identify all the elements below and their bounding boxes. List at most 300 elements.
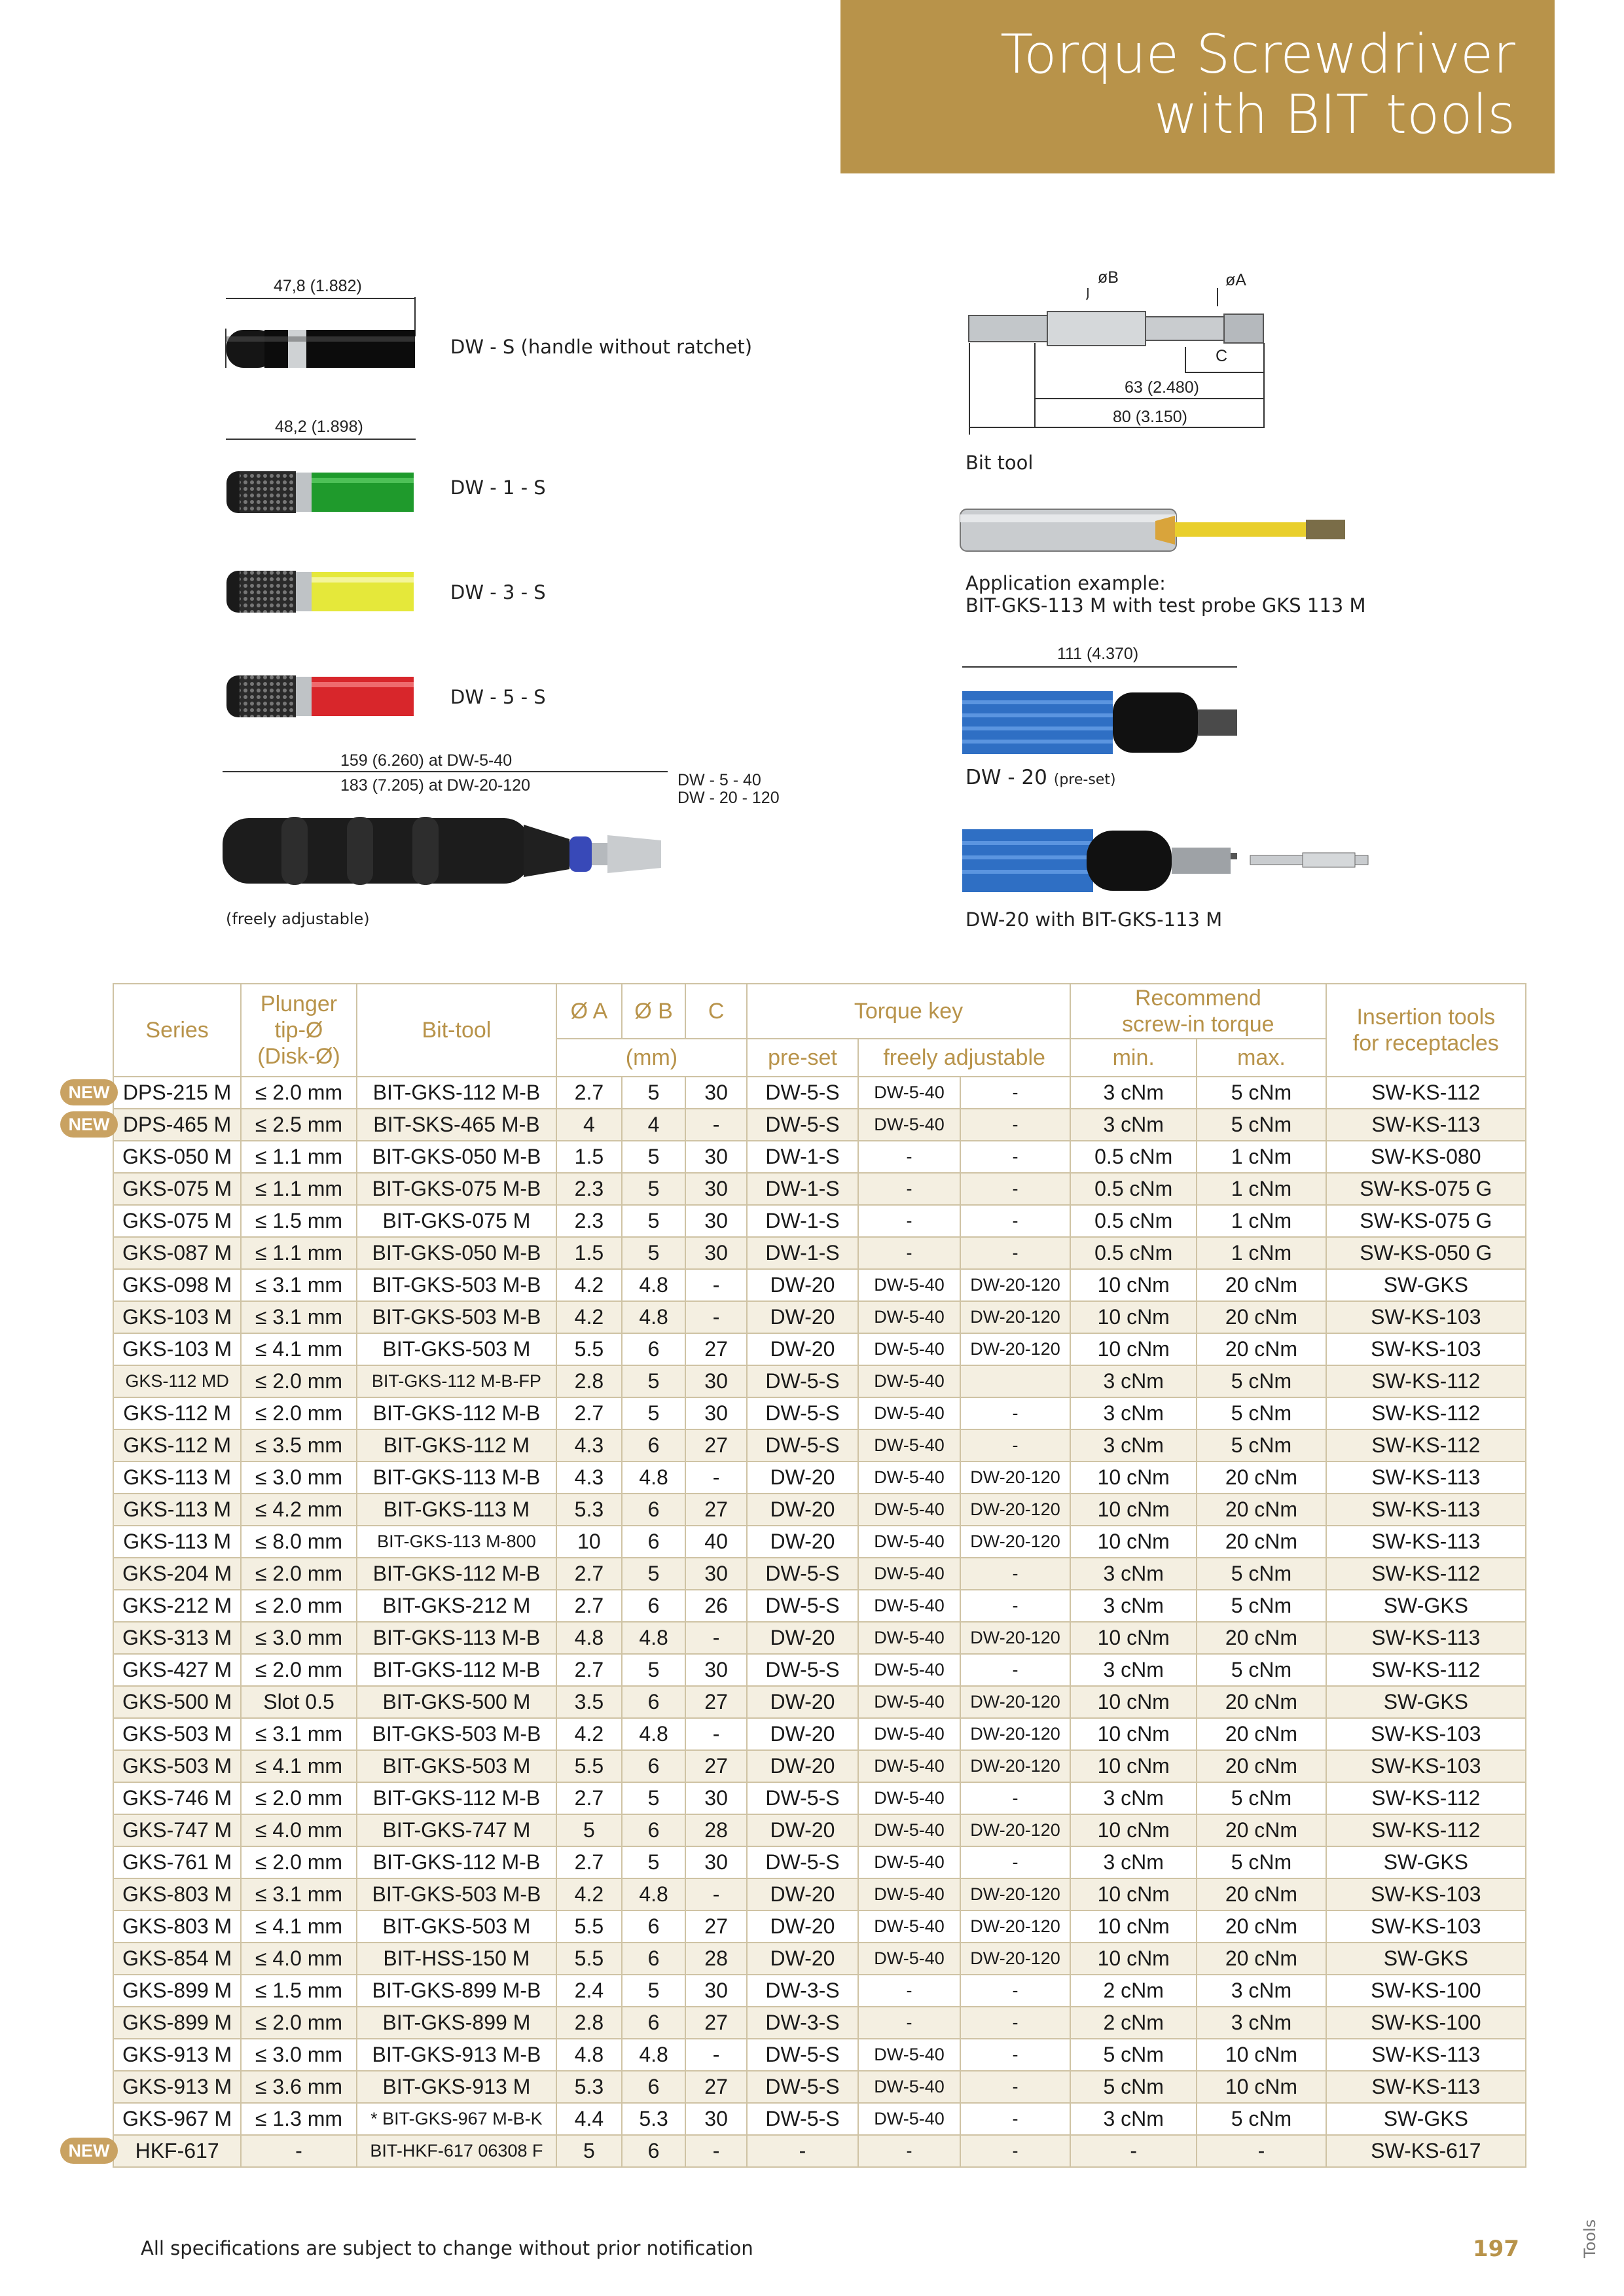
header-bit-tool: Bit-tool: [357, 984, 556, 1077]
table-cell: 30: [685, 2103, 746, 2135]
table-cell: -: [960, 1205, 1070, 1237]
table-cell: 4.2: [556, 1269, 622, 1301]
table-cell: 2 cNm: [1070, 2007, 1197, 2039]
table-cell: 4.8: [622, 1269, 686, 1301]
table-cell: 27: [685, 1333, 746, 1365]
table-cell: DW-5-40: [858, 1301, 960, 1333]
table-cell: 27: [685, 1686, 746, 1718]
dw20-bit-caption: DW-20 with BIT-GKS-113 M: [965, 908, 1223, 931]
table-cell: ≤ 1.5 mm: [241, 1975, 357, 2007]
table-cell: SW-KS-112: [1326, 1429, 1526, 1462]
spec-table: [113, 983, 1526, 2168]
table-cell: -: [960, 1173, 1070, 1205]
table-cell: 5.5: [556, 1943, 622, 1975]
table-cell: -: [960, 1109, 1070, 1141]
table-cell: 30: [685, 1846, 746, 1878]
header-insertion-line-1: Insertion tools: [1356, 1005, 1496, 1030]
table-cell: DW-5-S: [747, 1558, 858, 1590]
table-cell: -: [858, 1205, 960, 1237]
table-cell: BIT-GKS-899 M: [357, 2007, 556, 2039]
table-cell: 6: [622, 2071, 686, 2103]
table-cell: BIT-GKS-503 M-B: [357, 1878, 556, 1910]
adjustable-handle-image: [216, 805, 674, 890]
table-cell: 30: [685, 1782, 746, 1814]
table-cell: 4.3: [556, 1462, 622, 1494]
application-example-image: [959, 497, 1352, 569]
table-cell: -: [960, 1975, 1070, 2007]
table-cell: 6: [622, 1750, 686, 1782]
table-cell: 30: [685, 1975, 746, 2007]
table-cell: DW-20-120: [960, 1686, 1070, 1718]
table-cell: BIT-GKS-112 M-B: [357, 1397, 556, 1429]
table-cell: GKS-113 M: [113, 1462, 241, 1494]
table-cell: 5.3: [556, 1494, 622, 1526]
table-cell: 10 cNm: [1197, 2039, 1326, 2071]
bit-dim-63: 63 (2.480): [1125, 378, 1199, 397]
table-cell: BIT-GKS-503 M-B: [357, 1269, 556, 1301]
table-cell: GKS-967 M: [113, 2103, 241, 2135]
table-cell: 20 cNm: [1197, 1943, 1326, 1975]
table-cell: ≤ 2.0 mm: [241, 1397, 357, 1429]
header-freely-adjustable: freely adjustable: [858, 1039, 1070, 1077]
dw20-dim-line: [962, 666, 1237, 668]
table-cell: -: [685, 1462, 746, 1494]
table-cell: SW-GKS: [1326, 1846, 1526, 1878]
table-cell: BIT-SKS-465 M-B: [357, 1109, 556, 1141]
table-cell: 2.7: [556, 1590, 622, 1622]
table-cell: BIT-GKS-503 M-B: [357, 1301, 556, 1333]
table-cell: 5 cNm: [1197, 1429, 1326, 1462]
table-cell: DW-20-120: [960, 1910, 1070, 1943]
table-cell: GKS-103 M: [113, 1301, 241, 1333]
table-cell: GKS-087 M: [113, 1237, 241, 1269]
table-row: [113, 1397, 1526, 1429]
table-cell: ≤ 2.0 mm: [241, 1846, 357, 1878]
table-cell: GKS-113 M: [113, 1494, 241, 1526]
table-cell: -: [960, 1782, 1070, 1814]
header-mm: (mm): [556, 1039, 747, 1077]
table-cell: DW-5-40: [858, 1462, 960, 1494]
table-cell: 4.8: [622, 1718, 686, 1750]
table-cell: 5 cNm: [1197, 2103, 1326, 2135]
table-cell: 2.7: [556, 1558, 622, 1590]
table-cell: 4.8: [622, 1878, 686, 1910]
table-cell: DW-5-40: [858, 1269, 960, 1301]
table-cell: DW-20-120: [960, 1494, 1070, 1526]
table-cell: DW-1-S: [747, 1141, 858, 1173]
table-cell: SW-KS-103: [1326, 1301, 1526, 1333]
table-cell: 10: [556, 1526, 622, 1558]
table-cell: SW-KS-113: [1326, 2039, 1526, 2071]
table-cell: -: [685, 1622, 746, 1654]
table-cell: DW-5-S: [747, 1397, 858, 1429]
table-cell: DW-20: [747, 1526, 858, 1558]
table-cell: GKS-503 M: [113, 1750, 241, 1782]
table-row: [113, 1878, 1526, 1910]
table-cell: 3 cNm: [1070, 1077, 1197, 1109]
table-row: [113, 1301, 1526, 1333]
dw5-handle-image: [223, 668, 425, 726]
header-min: min.: [1070, 1039, 1197, 1077]
table-cell: BIT-GKS-112 M-B: [357, 1782, 556, 1814]
table-cell: 4.2: [556, 1878, 622, 1910]
table-cell: SW-KS-617: [1326, 2135, 1526, 2167]
table-cell: DW-20: [747, 1718, 858, 1750]
table-cell: 5: [622, 1782, 686, 1814]
table-cell: 5: [622, 1654, 686, 1686]
table-cell: 20 cNm: [1197, 1526, 1326, 1558]
table-cell: 2.7: [556, 1077, 622, 1109]
table-cell: GKS-112 MD: [113, 1365, 241, 1397]
table-cell: 26: [685, 1590, 746, 1622]
table-cell: -: [858, 1975, 960, 2007]
table-cell: DW-20-120: [960, 1622, 1070, 1654]
table-cell: DW-20-120: [960, 1301, 1070, 1333]
table-cell: 5 cNm: [1070, 2071, 1197, 2103]
table-cell: 5.5: [556, 1750, 622, 1782]
table-cell: DW-20: [747, 1301, 858, 1333]
table-cell: 3 cNm: [1070, 1846, 1197, 1878]
table-cell: ≤ 3.5 mm: [241, 1429, 357, 1462]
table-cell: DW-5-S: [747, 1429, 858, 1462]
table-cell: 6: [622, 1590, 686, 1622]
table-cell: BIT-GKS-500 M: [357, 1686, 556, 1718]
table-cell: 5: [622, 1173, 686, 1205]
table-cell: 5: [622, 1975, 686, 2007]
header-series: Series: [113, 984, 241, 1077]
table-cell: 5: [622, 1141, 686, 1173]
table-cell: BIT-GKS-112 M-B: [357, 1654, 556, 1686]
table-cell: BIT-GKS-075 M-B: [357, 1173, 556, 1205]
table-cell: 30: [685, 1077, 746, 1109]
adj-model-1: DW - 5 - 40: [677, 771, 761, 789]
table-cell: -: [960, 1590, 1070, 1622]
table-cell: BIT-GKS-503 M: [357, 1910, 556, 1943]
title-line-2: with BIT tools: [1153, 84, 1515, 146]
table-cell: 28: [685, 1943, 746, 1975]
table-cell: BIT-GKS-050 M-B: [357, 1237, 556, 1269]
dw1-dimension: 48,2 (1.898): [275, 418, 363, 436]
table-cell: 10 cNm: [1070, 1526, 1197, 1558]
new-badge: NEW: [60, 1111, 118, 1138]
table-cell: 20 cNm: [1197, 1494, 1326, 1526]
table-cell: 20 cNm: [1197, 1878, 1326, 1910]
header-insertion-line-2: for receptacles: [1352, 1031, 1499, 1056]
table-cell: -: [960, 2071, 1070, 2103]
table-cell: SW-KS-112: [1326, 1814, 1526, 1846]
table-cell: -: [960, 1141, 1070, 1173]
page-title: [840, 0, 1555, 173]
table-cell: DW-20-120: [960, 1718, 1070, 1750]
table-cell: ≤ 2.0 mm: [241, 1558, 357, 1590]
table-cell: 1 cNm: [1197, 1173, 1326, 1205]
header-plunger-line-3: (Disk-Ø): [257, 1044, 340, 1069]
table-cell: DW-5-40: [858, 2071, 960, 2103]
table-cell: 20 cNm: [1197, 1750, 1326, 1782]
dw3-handle-image: [223, 563, 425, 622]
header-recommend: [1070, 984, 1326, 1039]
table-cell: 5: [622, 1077, 686, 1109]
table-cell: DW-5-40: [858, 1718, 960, 1750]
table-cell: 2.7: [556, 1654, 622, 1686]
table-cell: BIT-GKS-113 M-B: [357, 1462, 556, 1494]
table-cell: ≤ 4.0 mm: [241, 1943, 357, 1975]
table-cell: 4.3: [556, 1429, 622, 1462]
table-cell: 4.8: [622, 1301, 686, 1333]
table-cell: 20 cNm: [1197, 1333, 1326, 1365]
table-cell: DW-5-40: [858, 1622, 960, 1654]
table-cell: SW-KS-103: [1326, 1333, 1526, 1365]
table-cell: HKF-617: [113, 2135, 241, 2167]
table-cell: GKS-913 M: [113, 2071, 241, 2103]
table-cell: DPS-465 M: [113, 1109, 241, 1141]
table-cell: 10 cNm: [1070, 1750, 1197, 1782]
table-cell: 20 cNm: [1197, 1301, 1326, 1333]
table-cell: 5: [556, 1814, 622, 1846]
table-row: [113, 1910, 1526, 1943]
table-cell: 0.5 cNm: [1070, 1205, 1197, 1237]
table-cell: ≤ 3.1 mm: [241, 1269, 357, 1301]
table-cell: 20 cNm: [1197, 1269, 1326, 1301]
table-cell: 2.8: [556, 1365, 622, 1397]
table-cell: GKS-112 M: [113, 1397, 241, 1429]
table-cell: -: [858, 1173, 960, 1205]
table-cell: DW-5-S: [747, 1654, 858, 1686]
table-cell: * BIT-GKS-967 M-B-K: [357, 2103, 556, 2135]
table-cell: 6: [622, 1686, 686, 1718]
table-cell: SW-KS-075 G: [1326, 1173, 1526, 1205]
table-cell: SW-KS-112: [1326, 1365, 1526, 1397]
table-cell: DW-5-S: [747, 1782, 858, 1814]
table-cell: 30: [685, 1237, 746, 1269]
table-cell: DW-5-40: [858, 2103, 960, 2135]
table-cell: ≤ 1.3 mm: [241, 2103, 357, 2135]
table-cell: 2.7: [556, 1397, 622, 1429]
table-cell: 20 cNm: [1197, 1814, 1326, 1846]
table-cell: GKS-103 M: [113, 1333, 241, 1365]
table-cell: DW-5-S: [747, 2103, 858, 2135]
table-cell: DW-5-S: [747, 1365, 858, 1397]
table-cell: 5: [622, 1397, 686, 1429]
table-cell: SW-KS-113: [1326, 1622, 1526, 1654]
table-cell: 2 cNm: [1070, 1975, 1197, 2007]
table-cell: ≤ 3.0 mm: [241, 1462, 357, 1494]
header-plunger: [241, 984, 357, 1077]
table-cell: SW-GKS: [1326, 1686, 1526, 1718]
adj-dimension-2: 183 (7.205) at DW-20-120: [340, 776, 530, 795]
table-row: [113, 2039, 1526, 2071]
table-cell: 3 cNm: [1070, 2103, 1197, 2135]
table-cell: BIT-GKS-899 M-B: [357, 1975, 556, 2007]
table-cell: SW-KS-080: [1326, 1141, 1526, 1173]
table-cell: ≤ 4.1 mm: [241, 1750, 357, 1782]
table-cell: 6: [622, 1910, 686, 1943]
table-cell: 27: [685, 1494, 746, 1526]
footer-note: All specifications are subject to change without prior notification: [141, 2237, 753, 2259]
title-line-1: Torque Screwdriver: [1000, 24, 1515, 86]
table-cell: DW-5-40: [858, 2039, 960, 2071]
table-cell: BIT-GKS-113 M-B: [357, 1622, 556, 1654]
table-cell: 5.5: [556, 1333, 622, 1365]
table-cell: -: [858, 1237, 960, 1269]
table-cell: 2.4: [556, 1975, 622, 2007]
table-cell: -: [685, 1718, 746, 1750]
table-cell: 10 cNm: [1070, 1269, 1197, 1301]
table-cell: ≤ 4.0 mm: [241, 1814, 357, 1846]
table-cell: 10 cNm: [1070, 1494, 1197, 1526]
table-cell: 3 cNm: [1070, 1558, 1197, 1590]
table-cell: 10 cNm: [1070, 1910, 1197, 1943]
table-cell: -: [685, 2039, 746, 2071]
table-cell: -: [960, 2007, 1070, 2039]
table-cell: -: [960, 1429, 1070, 1462]
table-cell: ≤ 2.0 mm: [241, 1654, 357, 1686]
table-cell: ≤ 3.0 mm: [241, 2039, 357, 2071]
table-cell: 10 cNm: [1070, 1301, 1197, 1333]
table-cell: DW-20: [747, 1333, 858, 1365]
table-cell: 5 cNm: [1197, 1558, 1326, 1590]
table-cell: GKS-761 M: [113, 1846, 241, 1878]
table-cell: BIT-GKS-050 M-B: [357, 1141, 556, 1173]
table-cell: -: [960, 2103, 1070, 2135]
table-row: [113, 1686, 1526, 1718]
table-cell: -: [858, 2135, 960, 2167]
table-cell: 4: [556, 1109, 622, 1141]
table-cell: DW-20-120: [960, 1333, 1070, 1365]
table-cell: SW-KS-113: [1326, 1494, 1526, 1526]
table-cell: GKS-427 M: [113, 1654, 241, 1686]
table-cell: 5 cNm: [1197, 1397, 1326, 1429]
table-cell: 10 cNm: [1070, 1622, 1197, 1654]
table-cell: 5 cNm: [1197, 1782, 1326, 1814]
new-badge: NEW: [60, 2138, 118, 2164]
table-cell: DW-3-S: [747, 2007, 858, 2039]
table-cell: SW-KS-112: [1326, 1654, 1526, 1686]
table-cell: BIT-GKS-503 M: [357, 1333, 556, 1365]
table-cell: ≤ 1.1 mm: [241, 1173, 357, 1205]
table-cell: ≤ 4.1 mm: [241, 1910, 357, 1943]
dw5-label: DW - 5 - S: [450, 686, 546, 708]
table-cell: SW-KS-050 G: [1326, 1237, 1526, 1269]
table-cell: 5.5: [556, 1910, 622, 1943]
table-cell: 4.8: [556, 1622, 622, 1654]
header-dia-a: Ø A: [556, 984, 622, 1039]
table-row: [113, 2135, 1526, 2167]
table-cell: GKS-747 M: [113, 1814, 241, 1846]
table-cell: DW-20: [747, 1814, 858, 1846]
new-badge: NEW: [60, 1079, 118, 1105]
table-cell: 5 cNm: [1197, 1365, 1326, 1397]
table-cell: DW-20-120: [960, 1814, 1070, 1846]
table-cell: 0.5 cNm: [1070, 1237, 1197, 1269]
table-cell: 3 cNm: [1197, 2007, 1326, 2039]
table-cell: 5 cNm: [1197, 1590, 1326, 1622]
table-cell: DW-5-40: [858, 1558, 960, 1590]
table-cell: -: [685, 2135, 746, 2167]
table-cell: 10 cNm: [1070, 1814, 1197, 1846]
table-row: [113, 1718, 1526, 1750]
table-cell: -: [685, 1301, 746, 1333]
table-cell: -: [960, 2135, 1070, 2167]
table-cell: ≤ 1.1 mm: [241, 1237, 357, 1269]
table-cell: DW-20: [747, 1462, 858, 1494]
table-cell: SW-GKS: [1326, 2103, 1526, 2135]
bit-label-b: øB: [1098, 268, 1119, 287]
table-cell: 10 cNm: [1070, 1462, 1197, 1494]
table-cell: ≤ 2.5 mm: [241, 1109, 357, 1141]
table-cell: 2.3: [556, 1173, 622, 1205]
table-cell: 27: [685, 2007, 746, 2039]
table-cell: BIT-GKS-913 M-B: [357, 2039, 556, 2071]
table-cell: -: [960, 2039, 1070, 2071]
adj-caption: (freely adjustable): [226, 910, 370, 928]
table-cell: GKS-503 M: [113, 1718, 241, 1750]
table-cell: 10 cNm: [1070, 1718, 1197, 1750]
table-cell: GKS-313 M: [113, 1622, 241, 1654]
table-row: [113, 1141, 1526, 1173]
table-cell: DW-5-S: [747, 2039, 858, 2071]
table-cell: DW-5-40: [858, 1878, 960, 1910]
dw20-handle-image: [956, 681, 1244, 759]
table-cell: DW-3-S: [747, 1975, 858, 2007]
table-cell: SW-KS-112: [1326, 1397, 1526, 1429]
header-recommend-line-2: screw-in torque: [1122, 1012, 1274, 1037]
table-cell: 2.7: [556, 1846, 622, 1878]
table-cell: -: [1070, 2135, 1197, 2167]
header-c: C: [685, 984, 746, 1039]
table-cell: -: [960, 1077, 1070, 1109]
table-cell: BIT-GKS-112 M-B-FP: [357, 1365, 556, 1397]
table-cell: 5 cNm: [1197, 1846, 1326, 1878]
table-cell: -: [241, 2135, 357, 2167]
table-cell: 1.5: [556, 1237, 622, 1269]
table-cell: 20 cNm: [1197, 1718, 1326, 1750]
table-cell: BIT-GKS-113 M: [357, 1494, 556, 1526]
table-cell: 5: [622, 1205, 686, 1237]
table-cell: 4.8: [622, 1622, 686, 1654]
table-row: [113, 1269, 1526, 1301]
header-preset: pre-set: [747, 1039, 858, 1077]
table-cell: 4.8: [622, 1462, 686, 1494]
table-cell: DW-5-40: [858, 1814, 960, 1846]
table-cell: 5: [622, 1237, 686, 1269]
table-cell: GKS-212 M: [113, 1590, 241, 1622]
table-cell: GKS-112 M: [113, 1429, 241, 1462]
table-cell: BIT-GKS-112 M-B: [357, 1846, 556, 1878]
table-cell: 20 cNm: [1197, 1686, 1326, 1718]
table-cell: DW-5-40: [858, 1846, 960, 1878]
bit-dim-80: 80 (3.150): [1113, 408, 1187, 426]
table-row: [113, 1494, 1526, 1526]
table-cell: 27: [685, 2071, 746, 2103]
table-cell: 3 cNm: [1070, 1654, 1197, 1686]
table-row: [113, 2103, 1526, 2135]
table-row: [113, 1622, 1526, 1654]
table-cell: BIT-GKS-503 M: [357, 1750, 556, 1782]
table-cell: GKS-803 M: [113, 1910, 241, 1943]
dws-dimension: 47,8 (1.882): [274, 277, 362, 295]
table-cell: 6: [622, 2007, 686, 2039]
table-cell: DW-1-S: [747, 1205, 858, 1237]
table-cell: BIT-GKS-503 M-B: [357, 1718, 556, 1750]
table-cell: DW-5-40: [858, 1333, 960, 1365]
section-tab: Tools: [1581, 2219, 1599, 2258]
table-cell: 5: [622, 1558, 686, 1590]
table-cell: 10 cNm: [1070, 1686, 1197, 1718]
table-cell: GKS-500 M: [113, 1686, 241, 1718]
table-cell: SW-GKS: [1326, 1590, 1526, 1622]
table-row: [113, 1429, 1526, 1462]
